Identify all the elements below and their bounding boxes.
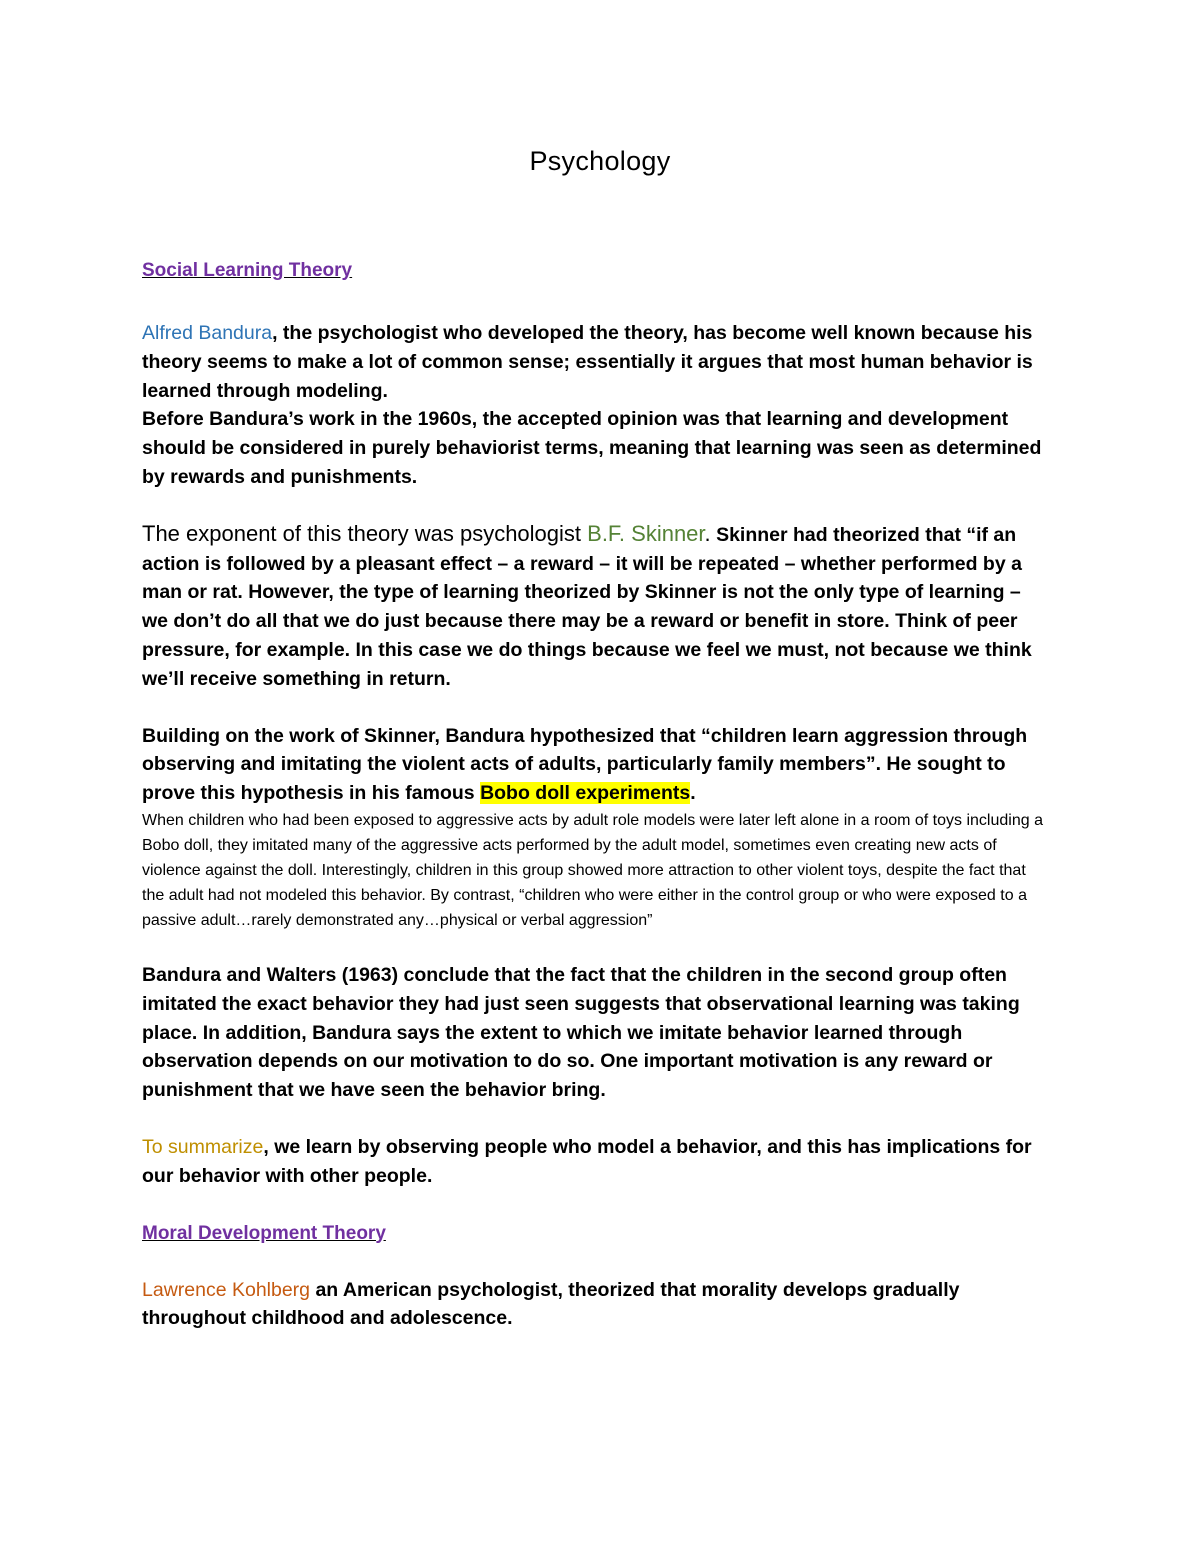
name-bf-skinner: B.F. Skinner xyxy=(587,520,705,546)
document-body xyxy=(142,256,1052,1333)
skinner-lead-text: The exponent of this theory was psychologist xyxy=(142,520,588,546)
paragraph-skinner xyxy=(142,520,1052,694)
section-heading-text: Social Learning Theory xyxy=(142,260,353,281)
name-alfred-bandura: Alfred Bandura xyxy=(142,322,273,344)
spacer xyxy=(142,1105,1052,1133)
paragraph-text: Before Bandura’s work in the 1960s, the accepted opinion was that learning and development should be considered in purely behaviorist terms, meaning that learning was seen as determined by rewards and punishments. xyxy=(142,408,1042,488)
spacer xyxy=(142,1191,1052,1219)
section-heading-moral-development xyxy=(142,1219,1052,1248)
name-lawrence-kohlberg: Lawrence Kohlberg xyxy=(142,1278,311,1301)
paragraph-before-bandura xyxy=(142,405,1052,491)
paragraph-text: , we learn by observing people who model a behavior, and this has implications for our behavior with other people. xyxy=(142,1135,1032,1187)
paragraph-text: an American psychologist, theorized that morality develops gradually throughout childhood and adolescence. xyxy=(142,1278,960,1330)
paragraph-bobo-results xyxy=(142,808,1052,933)
paragraph-bandura-walters xyxy=(142,961,1052,1105)
paragraph-text: Bandura and Walters (1963) conclude that the fact that the children in the second group often imitated the exact behavior they had just seen suggests that observational learning was taking place. In addition, Bandura says the extent to which we imitate behavior learned through observation depends on our motivation to do so. One important motivation is any reward or punishment that we have seen the behavior bring. xyxy=(142,963,1020,1102)
paragraph-bandura-intro xyxy=(142,319,1052,405)
spacer xyxy=(142,694,1052,722)
section-heading-text: Moral Development Theory xyxy=(142,1222,386,1244)
paragraph-summary xyxy=(142,1133,1052,1191)
paragraph-text: Skinner had theorized that “if an action is followed by a pleasant effect – a reward – it will be repeated – whether performed by a man or rat. However, the type of learning theorized by Skinner is not the only type of learning – we don’t do all that we do just because there may be a reward or benefit in store. Think of peer pressure, for example. In this case we do things because we feel we must, not because we think we’ll receive something in return. xyxy=(142,523,1032,690)
summary-lead: To summarize xyxy=(142,1135,264,1158)
paragraph-text: , the psychologist who developed the theory, has become well known because his theory seems to make a lot of common sense; essentially it argues that most human behavior is learned through modeling. xyxy=(142,322,1033,402)
section-heading-social-learning xyxy=(142,256,1052,285)
document-title: Psychology xyxy=(529,146,671,176)
highlight-bobo-doll-experiments: Bobo doll experiments xyxy=(480,782,691,805)
paragraph-kohlberg xyxy=(142,1276,1052,1334)
spacer xyxy=(142,492,1052,520)
paragraph-bobo-hypothesis xyxy=(142,722,1052,808)
paragraph-end: . xyxy=(690,782,696,805)
paragraph-text: Building on the work of Skinner, Bandura hypothesized that “children learn aggression through observing and imitating the violent acts of adults, particularly family members”. He sought to prove this hypothesis in his famous xyxy=(142,724,1028,805)
spacer xyxy=(142,1248,1052,1276)
skinner-period: . xyxy=(704,520,711,546)
spacer xyxy=(142,933,1052,961)
spacer xyxy=(142,285,1052,319)
paragraph-text: When children who had been exposed to aggressive acts by adult role models were later left alone in a room of toys including a Bobo doll, they imitated many of the aggressive acts performed by the adult model, sometimes even creating new acts of violence against the doll. Interestingly, children in this group showed more attraction to other violent toys, despite the fact that the adult had not modeled this behavior. By contrast, “children who were either in the control group or who were exposed to a passive adult…rarely demonstrated any…physical or verbal aggression” xyxy=(142,811,1043,929)
